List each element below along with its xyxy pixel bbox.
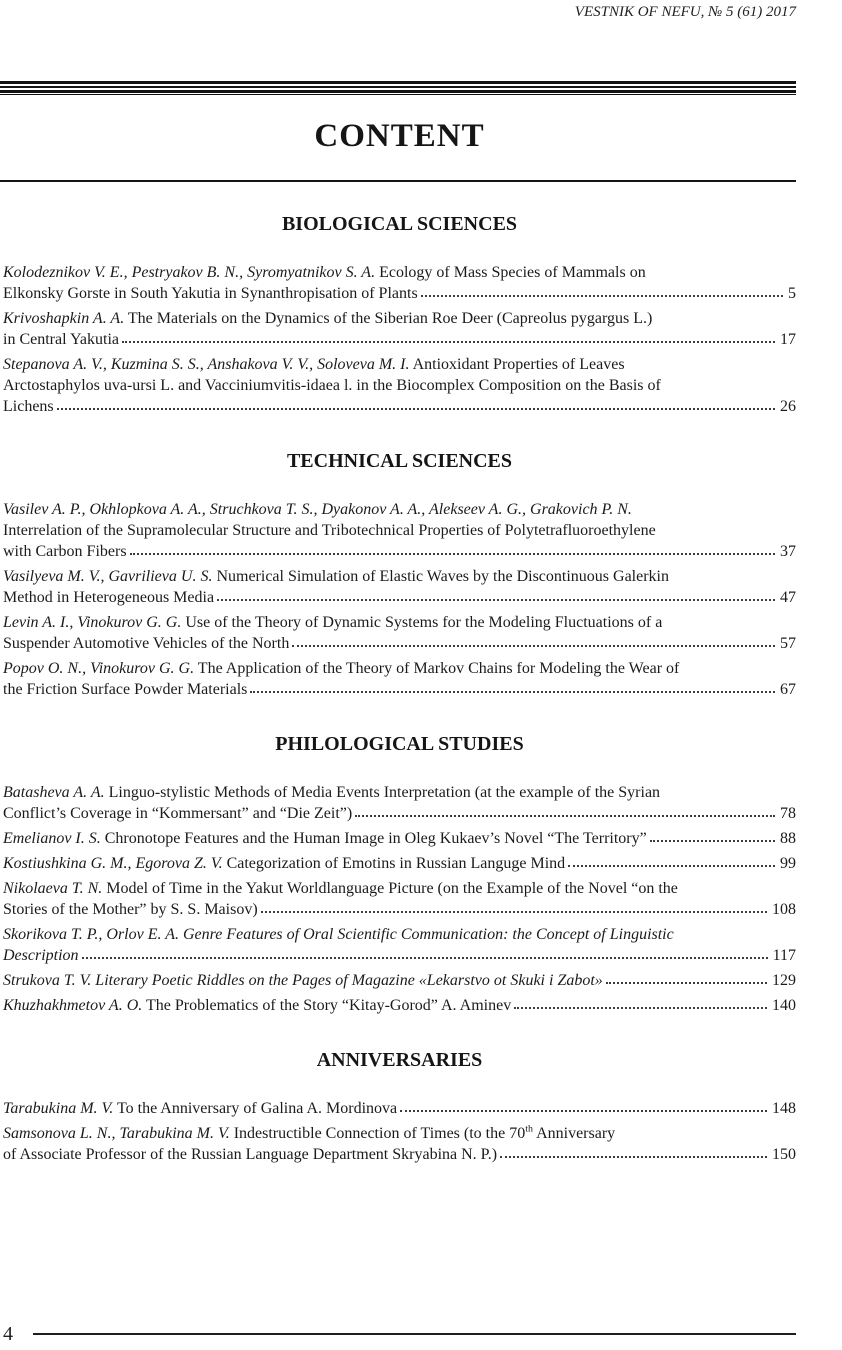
- entry-text: [3, 853, 565, 874]
- entry-authors: Khuzhakhmetov A. O.: [3, 997, 143, 1014]
- page-number: 4: [3, 1323, 13, 1345]
- entry-authors: Batasheva A. A.: [3, 784, 105, 801]
- entry-authors: Stepanova A. V., Kuzmina S. S., Anshakova V. V., Soloveva M. I.: [3, 356, 410, 373]
- dot-leader: [650, 840, 775, 842]
- entry-page-number: 108: [772, 901, 796, 918]
- dot-leader: [606, 982, 767, 984]
- header-multiline-rule: [0, 81, 796, 95]
- entry-page-number: 148: [772, 1100, 796, 1117]
- entry-line: [3, 803, 796, 824]
- dot-leader: [217, 599, 775, 601]
- table-of-contents: [3, 212, 796, 1165]
- entry-authors: Tarabukina M. V.: [3, 1100, 114, 1117]
- entry-authors: Emelianov I. S.: [3, 830, 101, 847]
- dot-leader: [57, 408, 775, 410]
- entry-text: [3, 633, 289, 654]
- entry-line: [3, 520, 796, 541]
- entry-authors: Kostiushkina G. M., Egorova Z. V.: [3, 855, 223, 872]
- toc-section: [3, 732, 796, 1016]
- entry-line: [3, 1098, 796, 1119]
- entry-line: [3, 308, 796, 329]
- entry-title-text: with Carbon Fibers: [3, 543, 127, 560]
- entry-line: [3, 396, 796, 417]
- dot-leader: [122, 341, 775, 343]
- entry-title-text: in Central Yakutia: [3, 331, 119, 348]
- entry-line: [3, 1123, 796, 1144]
- entry-authors: Popov O. N., Vinokurov G. G.: [3, 660, 195, 677]
- toc-entry[interactable]: [3, 853, 796, 874]
- entry-text: [3, 568, 669, 585]
- entry-text: [3, 614, 662, 631]
- entry-page-number: 47: [780, 589, 796, 606]
- entry-title-text: The Application of the Theory of Markov Chains for Modeling the Wear of: [194, 660, 680, 677]
- entry-text: [3, 828, 647, 849]
- entry-authors: Vasilev A. P., Okhlopkova A. A., Struchkova T. S., Dyakonov A. A., Alekseev A. G., Grakovich P. N.: [3, 501, 632, 518]
- entry-text: [3, 283, 418, 304]
- entry-line: [3, 970, 796, 991]
- entry-page-number: 78: [780, 805, 796, 822]
- page-footer: [3, 1323, 796, 1345]
- toc-entry[interactable]: [3, 1123, 796, 1165]
- entry-page-number: 17: [780, 331, 796, 348]
- entry-line: [3, 828, 796, 849]
- toc-entry[interactable]: [3, 262, 796, 304]
- entry-text: [3, 926, 674, 943]
- entry-authors: Skorikova T. P., Orlov E. A. Genre Features of Oral Scientific Communication: the Concept of Linguistic: [3, 926, 674, 943]
- dot-leader: [261, 911, 767, 913]
- dot-leader: [568, 865, 775, 867]
- entry-title-text: of Associate Professor of the Russian Language Department Skryabina N. P.): [3, 1146, 498, 1163]
- toc-entry[interactable]: [3, 782, 796, 824]
- entry-line: [3, 354, 796, 375]
- entry-text: [3, 1125, 615, 1142]
- entry-text: [3, 329, 119, 350]
- entry-text: [3, 945, 79, 966]
- entry-text: [3, 264, 646, 281]
- entry-line: [3, 541, 796, 562]
- title-underline-rule: [0, 180, 796, 182]
- entry-title-text: Interrelation of the Supramolecular Structure and Tribotechnical Properties of Polytetrafluoroethylene: [3, 522, 656, 539]
- dot-leader: [400, 1110, 767, 1112]
- entry-text: [3, 356, 625, 373]
- entry-page-number: 150: [772, 1146, 796, 1163]
- entry-text: [3, 660, 679, 677]
- entry-title-text: Method in Heterogeneous Media: [3, 589, 215, 606]
- entry-line: [3, 283, 796, 304]
- entry-text: [3, 970, 603, 991]
- entry-title-text: Lichens: [3, 398, 54, 415]
- entry-text: [3, 899, 258, 920]
- entry-title-text: Ecology of Mass Species of Mammals on: [375, 264, 646, 281]
- entry-authors: Krivoshapkin A. A.: [3, 310, 125, 327]
- entry-page-number: 140: [772, 997, 796, 1014]
- entry-page-number: 5: [788, 285, 796, 302]
- toc-entry[interactable]: [3, 658, 796, 700]
- entry-line: [3, 899, 796, 920]
- entry-title-text: Model of Time in the Yakut Worldlanguage Picture (on the Example of the Novel “on the: [102, 880, 678, 897]
- toc-entry[interactable]: [3, 308, 796, 350]
- toc-entry[interactable]: [3, 828, 796, 849]
- entry-title-text: Suspender Automotive Vehicles of the North: [3, 635, 290, 652]
- toc-entry[interactable]: [3, 354, 796, 417]
- entry-page-number: 99: [780, 855, 796, 872]
- entry-line: [3, 853, 796, 874]
- entry-title-text: Linguo-stylistic Methods of Media Events Interpretation (at the example of the Syrian: [104, 784, 661, 801]
- section-heading: BIOLOGICAL SCIENCES: [281, 213, 518, 235]
- entry-title-text: The Problematics of the Story “Kitay-Gorod” A. Aminev: [142, 997, 512, 1014]
- entry-title-text: Indestructible Connection of Times (to the 70: [229, 1125, 526, 1142]
- toc-section: [3, 212, 796, 417]
- toc-entry[interactable]: [3, 995, 796, 1016]
- dot-leader: [421, 295, 783, 297]
- entry-page-number: 88: [780, 830, 796, 847]
- entry-line: [3, 679, 796, 700]
- entry-page-number: 129: [772, 972, 796, 989]
- entry-line: [3, 945, 796, 966]
- entry-line: [3, 1144, 796, 1165]
- toc-entry[interactable]: [3, 970, 796, 991]
- entry-authors: Nikolaeva T. N.: [3, 880, 103, 897]
- dot-leader: [250, 691, 775, 693]
- toc-entry[interactable]: [3, 924, 796, 966]
- entry-line: [3, 995, 796, 1016]
- entry-text: [3, 377, 661, 394]
- dot-leader: [292, 645, 775, 647]
- entry-authors: Description: [3, 947, 79, 964]
- entry-page-number: 67: [780, 681, 796, 698]
- entry-page-number: 26: [780, 398, 796, 415]
- toc-entry[interactable]: [3, 499, 796, 562]
- entry-line: [3, 375, 796, 396]
- entry-page-number: 57: [780, 635, 796, 652]
- entry-title-text: Conflict’s Coverage in “Kommersant” and “Die Zeit”): [3, 805, 353, 822]
- entry-text: [3, 679, 247, 700]
- entry-title-text: To the Anniversary of Galina A. Mordinova: [113, 1100, 398, 1117]
- entry-text: [3, 1144, 497, 1165]
- entry-authors: Levin A. I., Vinokurov G. G.: [3, 614, 182, 631]
- toc-section: [3, 1048, 796, 1165]
- entry-page-number: 117: [772, 947, 796, 964]
- entry-title-text: Use of the Theory of Dynamic Systems for the Modeling Fluctuations of a: [181, 614, 663, 631]
- page-title: CONTENT: [314, 118, 485, 154]
- entry-text: [3, 541, 127, 562]
- entry-text: [3, 501, 632, 518]
- entry-line: [3, 612, 796, 633]
- entry-title-text: Antioxidant Properties of Leaves: [409, 356, 625, 373]
- toc-entry[interactable]: [3, 878, 796, 920]
- dot-leader: [355, 815, 775, 817]
- toc-entry[interactable]: [3, 612, 796, 654]
- entry-line: [3, 262, 796, 283]
- entry-title-text: Numerical Simulation of Elastic Waves by the Discontinuous Galerkin: [212, 568, 669, 585]
- entry-text: [3, 803, 352, 824]
- entry-title-text: Chronotope Features and the Human Image in Oleg Kukaev’s Novel “The Territory”: [100, 830, 647, 847]
- running-head: VESTNIK OF NEFU, № 5 (61) 2017: [574, 4, 796, 20]
- entry-title-text: the Friction Surface Powder Materials: [3, 681, 248, 698]
- entry-text: [3, 587, 214, 608]
- entry-authors: Strukova T. V. Literary Poetic Riddles on the Pages of Magazine «Lekarstvo ot Skuki i Zabot»: [3, 972, 603, 989]
- entry-line: [3, 633, 796, 654]
- toc-entry[interactable]: [3, 566, 796, 608]
- entry-text: [3, 396, 54, 417]
- dot-leader: [514, 1007, 767, 1009]
- entry-authors: Vasilyeva M. V., Gavrilieva U. S.: [3, 568, 213, 585]
- entry-title-text: Elkonsky Gorste in South Yakutia in Synanthropisation of Plants: [3, 285, 418, 302]
- entry-line: [3, 924, 796, 945]
- entry-text: [3, 784, 660, 801]
- entry-text: [3, 995, 511, 1016]
- toc-entry[interactable]: [3, 1098, 796, 1119]
- entry-text: [3, 880, 678, 897]
- entry-text: [3, 1098, 397, 1119]
- entry-title-text: th: [525, 1123, 533, 1135]
- entry-line: [3, 878, 796, 899]
- entry-title-text: Stories of the Mother” by S. S. Maisov): [3, 901, 258, 918]
- entry-line: [3, 499, 796, 520]
- entry-line: [3, 782, 796, 803]
- dot-leader: [500, 1156, 767, 1158]
- section-heading: ANNIVERSARIES: [316, 1049, 483, 1071]
- entry-text: [3, 522, 656, 539]
- entry-line: [3, 587, 796, 608]
- entry-line: [3, 566, 796, 587]
- footer-rule: [33, 1333, 796, 1335]
- entry-authors: Samsonova L. N., Tarabukina M. V.: [3, 1125, 230, 1142]
- entry-authors: Kolodeznikov V. E., Pestryakov B. N., Syromyatnikov S. A.: [3, 264, 376, 281]
- section-heading: PHILOLOGICAL STUDIES: [275, 733, 524, 755]
- section-heading: TECHNICAL SCIENCES: [286, 450, 513, 472]
- entry-page-number: 37: [780, 543, 796, 560]
- entry-title-text: Arctostaphylos uva-ursi L. and Vacciniumvitis-idaea l. in the Biocomplex Composition on the Basis of: [3, 377, 661, 394]
- entry-title-text: Anniversary: [532, 1125, 616, 1142]
- entry-line: [3, 329, 796, 350]
- entry-line: [3, 658, 796, 679]
- entry-title-text: Categorization of Emotins in Russian Languge Mind: [222, 855, 566, 872]
- entry-title-text: The Materials on the Dynamics of the Siberian Roe Deer (Capreolus pygargus L.): [124, 310, 653, 327]
- dot-leader: [130, 553, 775, 555]
- toc-section: [3, 449, 796, 700]
- entry-text: [3, 310, 652, 327]
- dot-leader: [82, 957, 768, 959]
